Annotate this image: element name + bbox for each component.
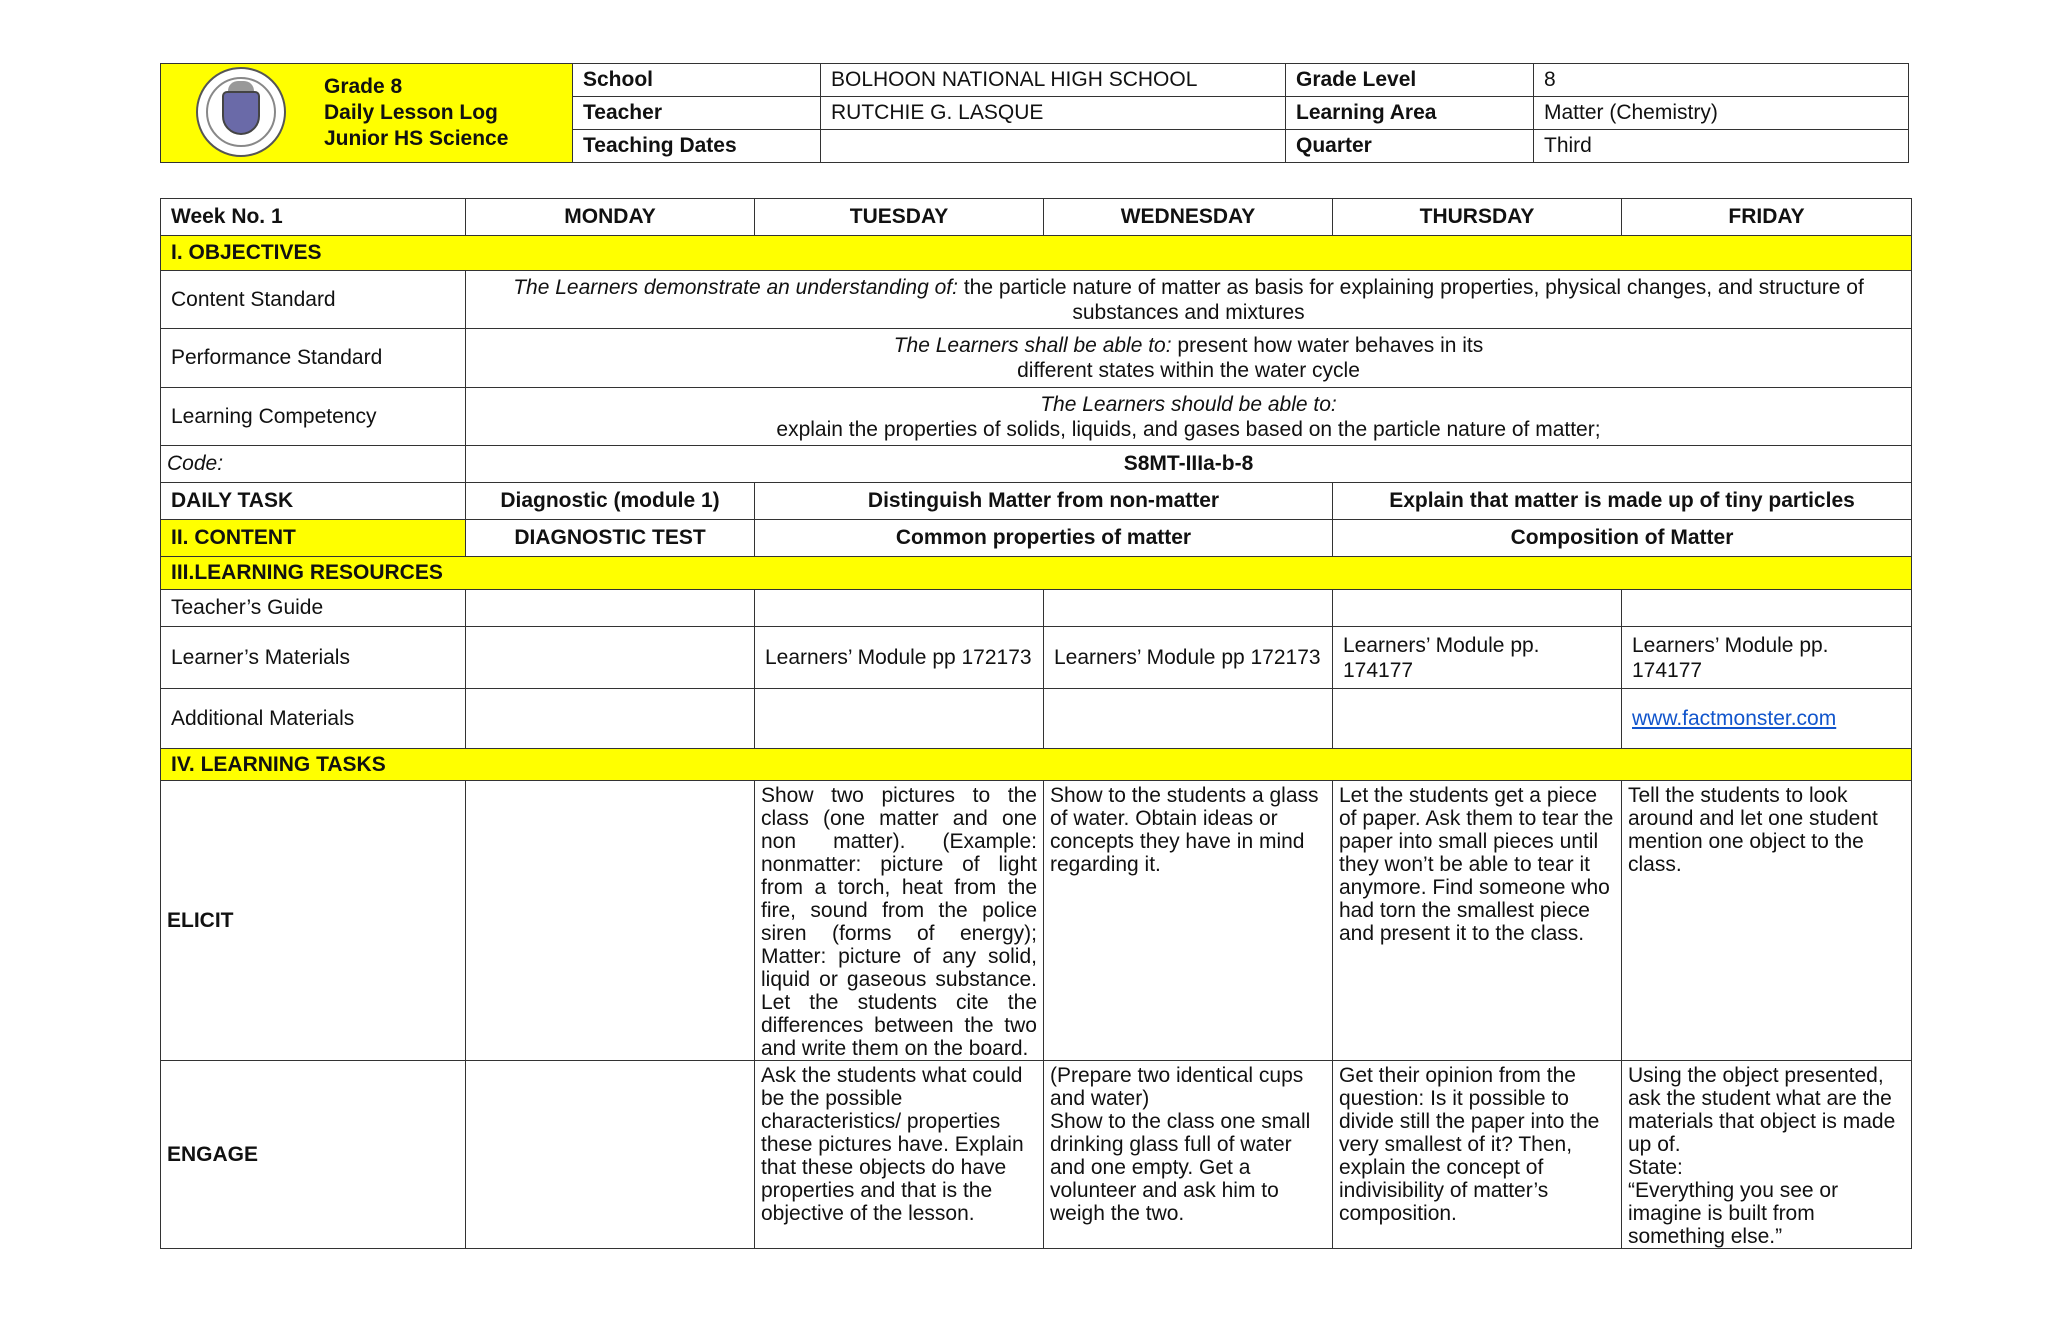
teachers-guide-cell [1044, 590, 1333, 627]
factmonster-link[interactable]: www.factmonster.com [1632, 706, 1837, 730]
code-value: S8MT-IIIa-b-8 [466, 446, 1912, 483]
additional-materials-friday [1622, 689, 1912, 749]
teaching-dates-label: Teaching Dates [573, 130, 821, 163]
teaching-dates-value [821, 130, 1286, 163]
teachers-guide-cell [755, 590, 1044, 627]
title-block [161, 64, 573, 163]
engage-wednesday: (Prepare two identical cups and water) Show to the class one small drinking glass full of water and one empty. Get a volunteer and ask him to weigh the two. [1044, 1061, 1333, 1249]
teachers-guide-label: Teacher’s Guide [161, 590, 466, 627]
content-standard-lead: The Learners demonstrate an understanding of: [513, 275, 958, 299]
performance-standard-lead: The Learners shall be able to: [893, 334, 1172, 357]
performance-standard-text [466, 329, 1912, 388]
title-line-1: Grade 8 [324, 75, 403, 98]
additional-materials-label: Additional Materials [161, 689, 466, 749]
learning-resources-heading: III.LEARNING RESOURCES [161, 557, 1912, 590]
learners-materials-monday [466, 627, 755, 689]
learners-materials-wednesday: Learners’ Module pp 172173 [1044, 627, 1333, 689]
learning-tasks-heading: IV. LEARNING TASKS [161, 749, 1912, 781]
elicit-wednesday: Show to the students a glass of water. Obtain ideas or concepts they have in mind regarding it. [1044, 781, 1333, 1061]
day-header-wednesday: WEDNESDAY [1044, 199, 1333, 236]
daily-task-monday: Diagnostic (module 1) [466, 483, 755, 520]
code-label: Code: [167, 452, 224, 475]
content-tue-wed: Common properties of matter [755, 520, 1333, 557]
elicit-monday [466, 781, 755, 1061]
school-label: School [573, 64, 821, 97]
week-label: Week No. 1 [161, 199, 466, 236]
lesson-log-table [160, 198, 1912, 1249]
title-line-2: Daily Lesson Log [324, 101, 498, 124]
content-monday: DIAGNOSTIC TEST [466, 520, 755, 557]
day-header-tuesday: TUESDAY [755, 199, 1044, 236]
day-header-thursday: THURSDAY [1333, 199, 1622, 236]
engage-thursday: Get their opinion from the question: Is it possible to divide still the paper into the very smallest of it? Then, explain the concept of indivisibility of matter’s composition. [1333, 1061, 1622, 1249]
learning-competency-body: explain the properties of solids, liquids, and gases based on the particle nature of matter; [776, 417, 1601, 441]
quarter-label: Quarter [1286, 130, 1534, 163]
teachers-guide-cell [1333, 590, 1622, 627]
engage-tuesday: Ask the students what could be the possible characteristics/ properties these pictures have. Explain that these objects do have properties and that is the objective of the lesson. [755, 1061, 1044, 1249]
learners-materials-label: Learner’s Materials [161, 627, 466, 689]
title-line-3: Junior HS Science [324, 127, 509, 150]
elicit-thursday: Let the students get a piece of paper. Ask them to tear the paper into small pieces until they won’t be able to tear it anymore. Find someone who had torn the smallest piece and present it to the class. [1333, 781, 1622, 1061]
learning-area-value: Matter (Chemistry) [1534, 97, 1909, 130]
engage-friday: Using the object presented, ask the student what are the materials that object is made up of. State: “Everything you see or imagine is built from something else.” [1622, 1061, 1912, 1249]
quarter-value: Third [1534, 130, 1909, 163]
learners-materials-friday: Learners’ Module pp. 174177 [1622, 627, 1912, 689]
performance-standard-line-1: present how water behaves in its [1171, 334, 1484, 357]
teacher-value: RUTCHIE G. LASQUE [821, 97, 1286, 130]
log-title [324, 74, 508, 152]
learners-materials-tuesday: Learners’ Module pp 172173 [755, 627, 1044, 689]
additional-materials-cell [1044, 689, 1333, 749]
teacher-label: Teacher [573, 97, 821, 130]
school-value: BOLHOON NATIONAL HIGH SCHOOL [821, 64, 1286, 97]
grade-level-label: Grade Level [1286, 64, 1534, 97]
additional-materials-cell [755, 689, 1044, 749]
learning-competency-lead: The Learners should be able to: [1040, 392, 1337, 416]
daily-task-thu-fri: Explain that matter is made up of tiny particles [1333, 483, 1912, 520]
day-header-monday: MONDAY [466, 199, 755, 236]
elicit-tuesday: Show two pictures to the class (one matter and one non matter). (Example: nonmatter: picture of light from a torch, heat from the fire, sound from the police siren (forms of energy); Matter: picture of any solid, liquid or gaseous substance. Let the students cite the differences between the two and write them on the board. [755, 781, 1044, 1061]
teachers-guide-cell [466, 590, 755, 627]
elicit-friday: Tell the students to look around and let one student mention one object to the class. [1622, 781, 1912, 1061]
content-standard-body: the particle nature of matter as basis for explaining properties, physical changes, and structure of substances and mixtures [957, 275, 1864, 324]
content-standard-label: Content Standard [161, 271, 466, 329]
performance-standard-line-2: different states within the water cycle [1017, 359, 1360, 382]
content-thu-fri: Composition of Matter [1333, 520, 1912, 557]
learning-area-label: Learning Area [1286, 97, 1534, 130]
deped-seal-icon [196, 67, 286, 157]
header-table [160, 63, 1909, 163]
elicit-label: ELICIT [161, 781, 466, 1061]
additional-materials-cell [1333, 689, 1622, 749]
performance-standard-label: Performance Standard [161, 329, 466, 388]
content-label: II. CONTENT [161, 520, 466, 557]
objectives-heading: I. OBJECTIVES [161, 236, 1912, 271]
learning-competency-text [466, 388, 1912, 446]
learners-materials-thursday: Learners’ Module pp. 174177 [1333, 627, 1622, 689]
day-header-friday: FRIDAY [1622, 199, 1912, 236]
content-standard-text [466, 271, 1912, 329]
learning-competency-label: Learning Competency [161, 388, 466, 446]
grade-level-value: 8 [1534, 64, 1909, 97]
teachers-guide-cell [1622, 590, 1912, 627]
engage-monday [466, 1061, 755, 1249]
daily-task-label: DAILY TASK [161, 483, 466, 520]
additional-materials-cell [466, 689, 755, 749]
engage-label: ENGAGE [161, 1061, 466, 1249]
daily-task-tue-wed: Distinguish Matter from non-matter [755, 483, 1333, 520]
